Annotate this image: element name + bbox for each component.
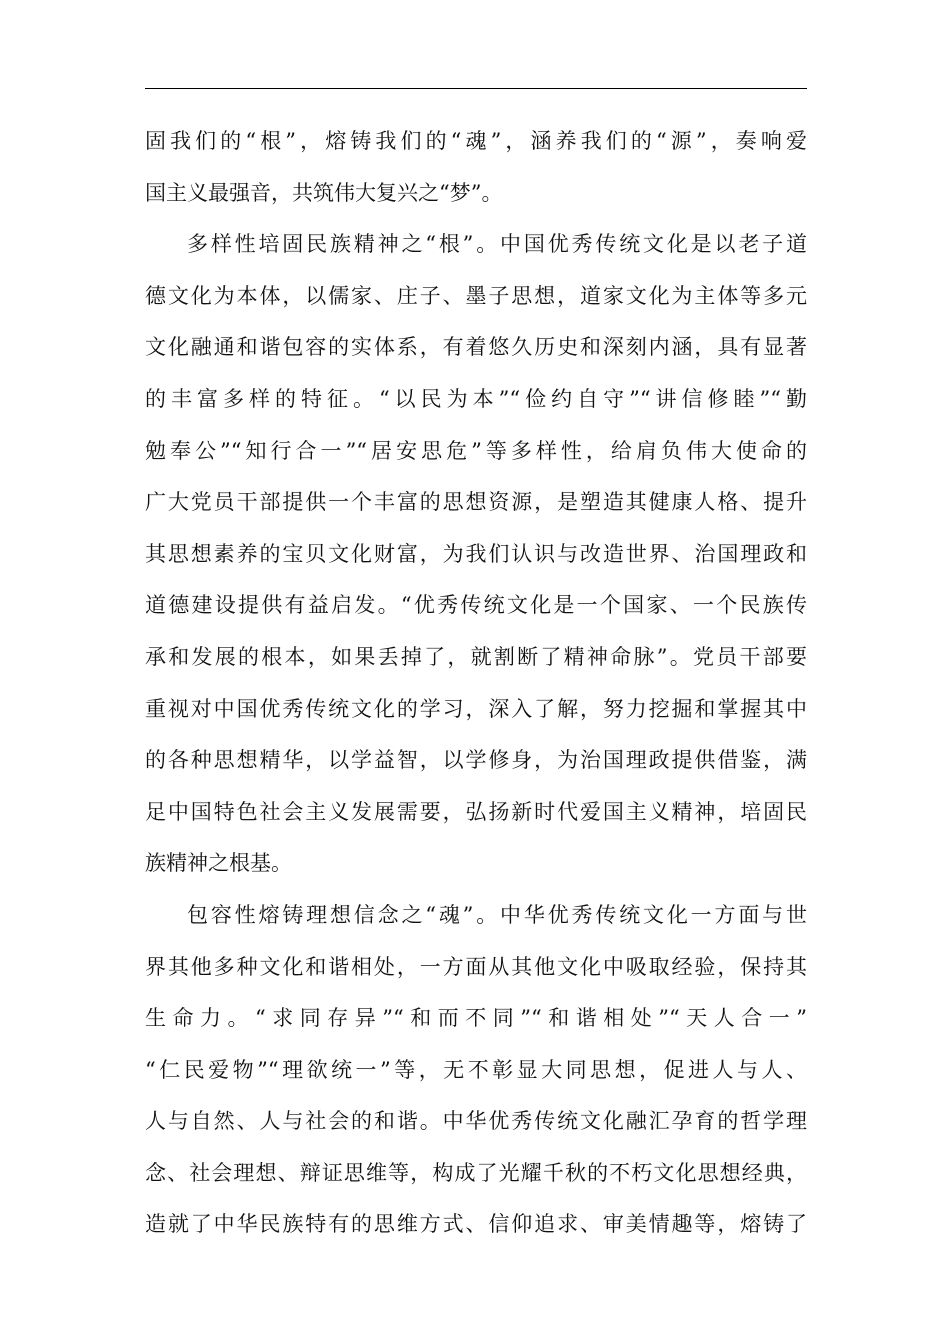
text-line: “仁民爱物”“理欲统一”等，无不彰显大同思想，促进人与人、: [145, 1057, 807, 1082]
text-line: 其思想素养的宝贝文化财富，为我们认识与改造世界、治国理政和: [145, 541, 807, 566]
text-line: 重视对中国优秀传统文化的学习，深入了解，努力挖掘和掌握其中: [145, 696, 807, 721]
text-line: 承和发展的根本，如果丢掉了，就割断了精神命脉”。党员干部要: [145, 644, 807, 669]
text-line: 广大党员干部提供一个丰富的思想资源，是塑造其健康人格、提升: [145, 490, 807, 515]
text-line: 人与自然、人与社会的和谐。中华优秀传统文化融汇孕育的哲学理: [145, 1109, 807, 1134]
text-line: 界其他多种文化和谐相处，一方面从其他文化中吸取经验，保持其: [145, 954, 807, 979]
text-line: 足中国特色社会主义发展需要，弘扬新时代爱国主义精神，培固民: [145, 799, 807, 824]
header-rule: [145, 88, 807, 89]
text-line: 勉奉公”“知行合一”“居安思危”等多样性，给肩负伟大使命的: [145, 438, 807, 463]
text-line: 生命力。“求同存异”“和而不同”“和谐相处”“天人合一”: [145, 1006, 807, 1031]
paragraph-first-line: 包容性熔铸理想信念之“魂”。中华优秀传统文化一方面与世: [187, 902, 807, 927]
text-line: 文化融通和谐包容的实体系，有着悠久历史和深刻内涵，具有显著: [145, 335, 807, 360]
text-line: 的各种思想精华，以学益智，以学修身，为治国理政提供借鉴，满: [145, 748, 807, 773]
text-line: 道德建设提供有益启发。“优秀传统文化是一个国家、一个民族传: [145, 593, 807, 618]
text-line: 的丰富多样的特征。“以民为本”“俭约自守”“讲信修睦”“勤: [145, 386, 807, 411]
text-line: 念、社会理想、辩证思维等，构成了光耀千秋的不朽文化思想经典，: [145, 1160, 807, 1185]
text-line: 国主义最强音，共筑伟大复兴之“梦”。: [145, 180, 503, 205]
paragraph-first-line: 多样性培固民族精神之“根”。中国优秀传统文化是以老子道: [187, 232, 807, 257]
text-line: 德文化为本体，以儒家、庄子、墨子思想，道家文化为主体等多元: [145, 283, 807, 308]
text-line: 造就了中华民族特有的思维方式、信仰追求、审美情趣等，熔铸了: [145, 1212, 807, 1237]
body-text: [145, 116, 807, 1251]
text-line: 族精神之根基。: [145, 851, 292, 876]
text-line: 固我们的“根”，熔铸我们的“魂”，涵养我们的“源”，奏响爱: [145, 129, 807, 153]
